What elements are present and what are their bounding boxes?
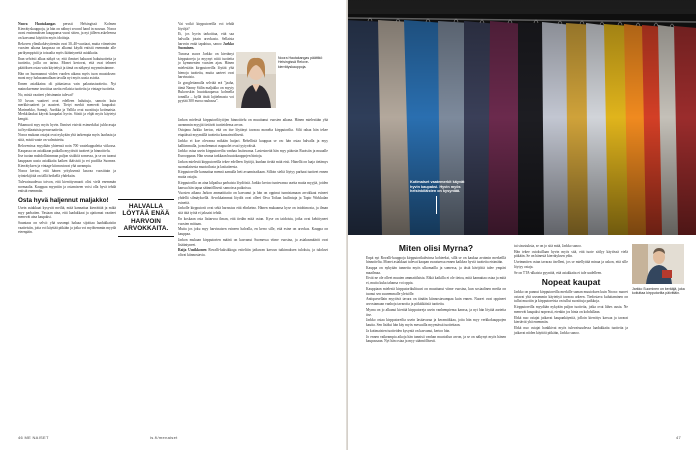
paragraph: Hän tekee ostoksillaan hyvin myös sitä, että tuote säilyy käytössä vielä pitkään. Se on hänestä kierrätyksen ydin.: [514, 249, 628, 259]
paragraph: Jarkko ostaa kirpputoreilta usein lasitavaraa ja keramiikkaa, joita hän myy verkkokauppojen kautta. Sen lisäksi hän käy myös messuilla myymässä tuotteitaan.: [366, 318, 506, 327]
paragraph: Jarkon mukaan kirpputorien määrä on kasvanut Suomessa viime vuosina, ja asiakasmäärät ovat lisääntyneet.: [178, 237, 328, 247]
clothing-rack-illustration: [348, 0, 696, 235]
left-column-2-top: [178, 22, 234, 105]
paragraph-text: Rovalli-kaksikkoga esiteltiin jatkuvan kasvun tutkimuksen tuloksia, ja tulokset olivat kiinnostavia.: [178, 248, 328, 257]
paragraph: Ja kotimaisten tuotteiden kysyntä on kasvanut, kertoo hän.: [366, 328, 451, 333]
subheading: Nopeat kaupat: [541, 277, 601, 288]
paragraph: Jarkon mielestä kirpputoreilla tekee edelleen löytöjä, kunhan tietää mitä etsii. Hänellä on laaja tietämys suomalaisesta muotoilusta ja lasitaiteesta.: [178, 159, 328, 169]
subheading: Osta hyvä haljennut maljakko!: [18, 196, 109, 204]
paragraph: Rekoven ylimikokävyttemän ovat 30–40-vuotiaat, mutta viimeisten vuosien aikana kaupassa on alkanut käydä entistä enemmän alle parikymppisiä ja toisaalta myös ikääntyneitä asiakkaita.: [18, 41, 116, 55]
person-name: Jarkko Suominen.: [178, 41, 234, 51]
paragraph: Suuntaus on selvä: yhä useampi haluaa sijoittaa laadukkaisiin vaatteisiin, joita voi käyttää pitkään ja jotka voi myöhemmin myydä eteenpäin.: [18, 221, 117, 235]
portrait-photo-noora: [236, 52, 276, 108]
paragraph: [178, 248, 328, 257]
paragraph: Kauppiaan mielestä kirpputorikulttuuri on muuttunut viime vuosina, kun sosiaalinen media on tuonut sen suuremmalle yleisölle.: [366, 286, 506, 296]
paragraph: Jarkolle kirpputorit ovat sekä harrastus että elinkeino. Hänen mukaansa kyse on intohimosta, ja ilman sitä tätä työtä ei jaksaisi tehdä.: [178, 206, 328, 216]
paragraph: 50 luvun vaatteet ovat edelleen haluttuja, samoin kuin merkkivaatteet ja asusteet. Tietyt merkit menevät kaupaksi: Marimekko, Samuji, Aarikka ja Vallila ovat suosittuja kotimaisia. Merkkilaukut käyvät kaupaksi hyvin. Siistit ja ehjät myös käytetyt kengät.: [18, 98, 116, 122]
photo-caption-text: Kotimaiset vaatemerkit käyvät hyvin kaupaksi. Hyvin myös helsinkiläisten on kysyntää.: [410, 180, 465, 194]
paragraph: En koskaan osta lisäarvoa ilman, että tiedän mitä ostan. Kyse on taidoista, jotka ovat kehittyneet vuosien mittaan.: [178, 216, 328, 226]
paragraph: Itse tuotan mahdollisimman paljon sisältöä somessa, ja se on tuonut kauppaan uusia asiakkaita kaiken ikäisistä ja eri puolilta Suomea. Kierrätyksen ja vintage kiinnostavat yhä useampia.: [18, 154, 116, 168]
paragraph: Eivät ne ole olleet muuten ammattilaisia. Ehkä kaikilla ei ole tietoa, mitä kannattaa ostaa ja mitä ei, mutta kuka tahansa voi oppia.: [366, 276, 506, 286]
paragraph: Pikamuoti myy myös hyvin. Ihmiset etsivät esimerkiksi juhla-asuja tai hyvälaatuisia perusvaatteita.: [18, 122, 116, 132]
person-name: Noora Hautakangas: [18, 22, 56, 26]
folio-right: 47: [676, 435, 682, 440]
pull-quote-rule-top: [118, 199, 174, 200]
paragraph: Tulevaisuudessa toivon, että kierrätysmuoti olisi vielä enemmän normaalia. Kauppaa myyntiin ja ostamiseen voisi olla hyvä tehdä entistä enemmän.: [18, 179, 116, 194]
paragraph: Myrna on jo alkanut kiertää kirpputoreja usein vanhempiensa kanssa, ja nyt hän löytää aarteita itse.: [366, 307, 506, 317]
paragraph: Antiquesellain myytävä tavara on tänään kiinnostavampaa kuin ennen. Nuoret ovat oppineet arvostamaan vanhoja tavaroita ja pitkäikäisiä tuotteita.: [366, 297, 506, 307]
portrait-caption: Noora Hautakangas päättikö Helsingissä Relove-kierrätyskauppoja.: [278, 56, 323, 69]
paragraph: No, mistä vaatteet yleisimmin tulevat?: [18, 92, 74, 97]
pull-quote-rule-bottom: [118, 236, 174, 237]
right-column-1: [366, 244, 506, 345]
paragraph: Mutta jos joku myy harvinaisen esineen halvalla, en kerro sille, että esine on arvokas. Kauppa on kauppaa.: [178, 227, 328, 237]
paragraph: Ja googlettamalla selviää erä "jaaha, tämä Nanny Stilin maljakko on myyty Bukowskin huutokaupassa kolmella tonnilla – kyllä tästä lajitelmasta voi pyytää 300 euroa rauhassa".: [178, 81, 234, 104]
paragraph: Jarkon mielestä kirpputorilöytöjen hinnoittelu on muuttunut vuosien aikana. Hänen mielestään yhä useammin myyjät tietävät tuotteidensa arvon.: [178, 118, 328, 127]
left-column-2: [178, 118, 328, 259]
paragraph: Kauppa on nykyään tunnettu myös ulkomailla ja somessa, ja tästä kävijöitä tulee ympäri maailmaa.: [366, 265, 506, 275]
portrait-illustration: [632, 244, 684, 284]
paragraph: Usein asiakkaat kysyvät meiltä, mitä kannattaa kierrättää ja mikä myy parhaiten. Vastaan aina, että laadukkaat ja ajattomat vaatteet menevät aina kaupaksi.: [18, 205, 116, 220]
photo-caption-pointer: [436, 196, 437, 214]
portrait-photo-jarkko: [632, 244, 684, 284]
paragraph: Enpä nyt Rovalli-kauppoja kirpputorikahvinsa kohteeksi, sillä se on kaukaa avoimin merkeillä hinnoiteltu. Monet asiakkaat tulevat kaupan avautuessa ennen kaikkea hyviä tuotteita etsimään.: [366, 255, 506, 265]
paragraph: Jarkko on pannut kirpputoreilla merkille saman muutoksen kuin Noora: nuoret ostavat yhä useammin käytettyä tavaraa arkeen. Tiedostava kuluttaminen on tullut muotiin ja kirpputoreista on tullut suosittuja paikkoja.: [514, 289, 628, 304]
portrait-caption: Jarkko Suominen on kerääjä, joka kotiuttaa kirpputorilta päivittäin.: [632, 287, 685, 296]
paragraph: Vuosien aikana Jarkon ammattitaito on kasvanut ja hän on oppinut tunnistamaan arvokkaat esineet yhdellä silmäyksellä. Arvokkaimmat löydöt ovat olleet Oiva Toikan lasilintuja ja Tapio Wirkkalan esineitä.: [178, 191, 328, 205]
right-column-2: [514, 244, 628, 336]
paragraph: Kirpputoreilla myydään nykyään paljon tuotteita, jotka ovat lähes uusia. Ne menevät kaupaksi nopeasti, etenkin jos hinta on kohdallaan.: [514, 305, 628, 314]
paragraph: Relovenissa myydään yhteensä noin 700 vaatekappaletta viikossa. Kaupassa on asiakkaan paikalla myytävät tuotteet ja hinnoittelu.: [18, 143, 116, 153]
paragraph: Jo ennen vaikeampia aikoja hän tunnisti vanhan muotoilun arvon, ja se on näkynyt myös hänen kaupassaan. Nyt hän ostaa ja myy säännöllisesti.: [366, 334, 506, 344]
pull-quote: [118, 196, 174, 240]
folio-center: is.fi/menaiset: [150, 435, 178, 440]
paragraph: Ehkä nuo ostajat jatkavat kaupankäyntiä, jolloin kierrätys kasvaa ja tavarat kiertävät yhä enemmän.: [514, 315, 628, 325]
paragraph-text: Ei, jos hyvin tarkoittaa, että saa halvalla jotain arvokasta. Sellaista harvoin enää tapahtuu, sanoo: [178, 32, 234, 46]
paragraph: Noora mukaan ostajat ovat nykyään yhä tarkempia myös laadusta ja siitä, mistä vaate on valmistettu.: [18, 133, 116, 143]
paragraph: Ennen asiakkaina oli pääasiassa vain palautustuotteita. Nyt mainoksemme tavoittaa useita erilaisia tuotteita ja vintage tuotteita.: [18, 82, 116, 91]
paragraph: Turussa asuva Jarkko on kiertänyt kirpputoreja ja myynyt niitä tuotteita jo kymmenien vuosien ajan. Hänen mielestään kirpputoreilla löytää yhä hienoja tuotteita, mutta aarteet ovat harvinaisia.: [178, 52, 234, 80]
paragraph: Ihan selvästi alkaa näkyä se, että ihmiset haluavat hakutuotteita ja tuotteita, joilla on tarina. Monet kertovat, että ovat tehneet päätöksen ostaa vain käytettyä ja tämä on näkynyt myynnissämme.: [18, 56, 116, 70]
paragraph: Vai voikö kirpputoreilla voi tehdä löytöjä?: [178, 22, 234, 31]
clothing-rack-photo: [348, 0, 696, 235]
paragraph: Noora kertoo, että hänen yrityksensä kasvaa vuosittain ja työntekijöitä on tällä hetkellä yhdeksän.: [18, 169, 116, 179]
paragraph: Se on TTA-alkaista pyyntöä, että asiakkaita ei tule uudelleen.: [514, 270, 603, 275]
pull-quote-text: HALVALLA LÖYTÄÄ ENÄÄ HARVOIN ARVOKKAITA.: [122, 203, 170, 233]
paragraph: Kirpputoreille kannattaa mennä aamulla heti avaamisaikaan. Silloin sieltä löytyy parhaat tuotteet ennen muita ostajia.: [178, 170, 328, 180]
paragraph: Ostajana Jarkko kertoo, että on itse löytänyt tavaraa monelta kirpputorilta. Silti rahaa hän tekee etupäässä myymällä tuotteita kansainvälisesti.: [178, 128, 328, 138]
paragraph: Useimmiten ostan tavaraa itselleni, jos se miellyttää minua ja uskon, että sille löytyy ostaja.: [514, 260, 628, 269]
paragraph-text: perusti Helsingissä Kolmen Kierrätyskauppoja, ja hän on nähnyt second hand in nousun. Noora avasi ensimmäisen kauppansa vuosi sitten, ja nyt jälleen askeleensa on kasvanut käytöön myös idoittaja.: [18, 22, 116, 40]
subheading: Miten olisi Myrna?: [398, 243, 474, 253]
paragraph: [18, 22, 116, 40]
paragraph: Jarkko ostaa usein kirpputoreilta vanhaa lasitavaraa. Lasiesineitä hän myy pääosin Ruotsiin ja muualle Eurooppaan. Hän seuraa tarkkaan huutokauppojen hintoja.: [178, 149, 328, 159]
photo-caption: [410, 180, 474, 214]
folio-left: 46 ME NAISET: [18, 435, 49, 440]
paragraph: Kirpputorilla on aina kilpailua parhaista löydöistä. Jarkko kertoo tuntevansa useita muita myyjiä, joiden kanssa hän tapaa säännöllisesti samoissa paikoissa.: [178, 180, 328, 190]
portrait-illustration: [236, 52, 276, 108]
paragraph: [178, 32, 234, 50]
paragraph: Jarkko ei koe olevansa mikään huijari. Rehellistä kauppaa se on: hän ostaa halvalla ja myy kalliimmalla, ja molemmat osapuolet ovat tyytyväisiä.: [178, 138, 328, 148]
paragraph: Hän on huomannut viiden vuoden aikana myös tuon muutoksen: moni myy halusaamallaan tavalla nyt myös uusia asioita.: [18, 71, 116, 81]
paragraph: tai sisustuksia, se on jo sitä mitä, Jarkko sanoo.: [514, 244, 582, 248]
left-column-1: [18, 22, 116, 236]
person-name: Raija Uusikkonen: [178, 248, 207, 253]
paragraph: Ehkä nuo ostajat hankkivat myös tulevaisuudessa laadukkaita tuotteita ja jatkavat niiden käyttöä pitkään, Jarkko sanoo.: [514, 326, 628, 335]
